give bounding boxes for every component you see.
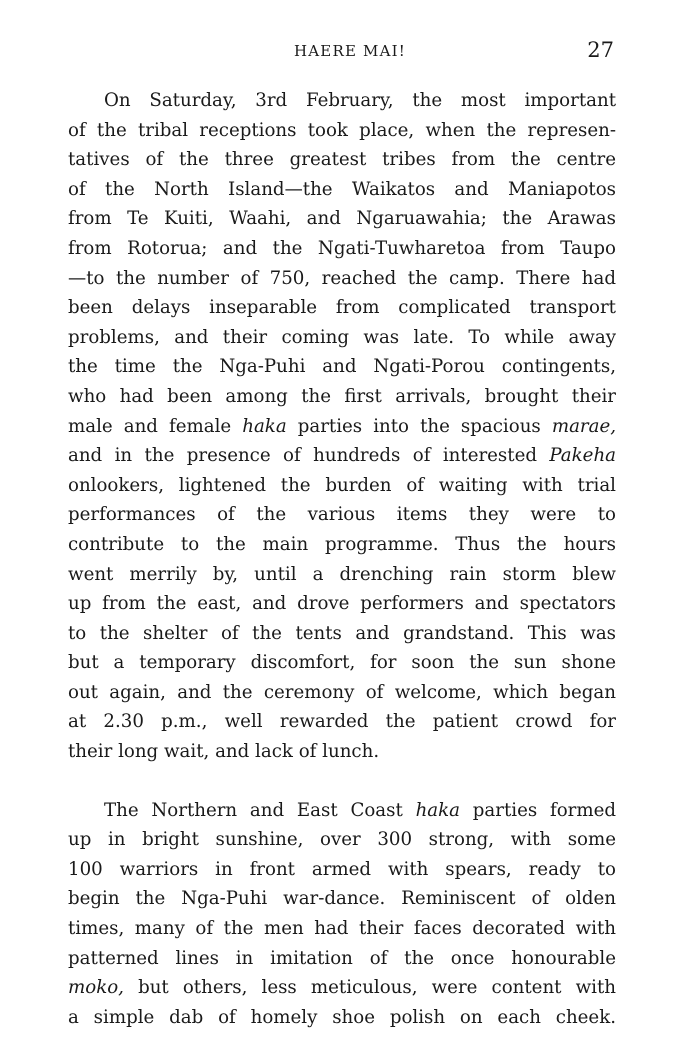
text-line: a simple dab of homely shoe polish on each cheek. <box>68 1006 616 1028</box>
text-line: 100 warriors in front armed with spears, ready to <box>68 858 616 880</box>
paragraph-1 <box>68 86 616 767</box>
text-line: been delays inseparable from complicated transport <box>68 297 616 319</box>
text-line: to the shelter of the tents and grandstand. This was <box>68 622 616 644</box>
text-line: and in the presence of hundreds of interested Pakeha <box>68 445 616 467</box>
text-line: tatives of the three greatest tribes from the centre <box>68 149 616 171</box>
text-line: up from the east, and drove performers and spectators <box>68 593 616 615</box>
running-header <box>0 38 700 66</box>
text-line: who had been among the first arrivals, brought their <box>68 385 616 407</box>
text-line: —to the number of 750, reached the camp. There had <box>68 267 616 289</box>
text-line: contribute to the main programme. Thus the hours <box>68 533 616 555</box>
text-line: at 2.30 p.m., well rewarded the patient crowd for <box>68 711 616 733</box>
text-line: up in bright sunshine, over 300 strong, with some <box>68 829 616 851</box>
text-line: The Northern and East Coast haka parties formed <box>104 799 616 821</box>
text-line: of the North Island—the Waikatos and Maniapotos <box>68 178 616 200</box>
text-line: On Saturday, 3rd February, the most important <box>104 90 616 111</box>
text-line: onlookers, lightened the burden of waiting with trial <box>68 474 616 496</box>
text-line: out again, and the ceremony of welcome, which began <box>68 681 616 703</box>
text-line: begin the Nga-Puhi war-dance. Reminiscent of olden <box>68 888 616 910</box>
text-line: male and female haka parties into the spacious marae, <box>68 415 616 437</box>
page-number: 27 <box>587 38 614 62</box>
text-line: problems, and their coming was late. To while away <box>68 326 616 348</box>
body-text <box>68 86 616 1032</box>
text-line: moko, but others, less meticulous, were content with <box>68 977 616 999</box>
text-line: went merrily by, until a drenching rain storm blew <box>68 563 616 585</box>
text-line: patterned lines in imitation of the once honourable <box>68 947 616 969</box>
text-line: but a temporary discomfort, for soon the sun shone <box>68 652 616 674</box>
text-line: the time the Nga-Puhi and Ngati-Porou contingents, <box>68 356 616 378</box>
running-title: HAERE MAI! <box>293 42 407 60</box>
text-line: times, many of the men had their faces decorated with <box>68 918 616 940</box>
paragraph-2 <box>68 796 616 1033</box>
text-line: their long wait, and lack of lunch. <box>68 741 380 763</box>
text-line: from Te Kuiti, Waahi, and Ngaruawahia; the Arawas <box>68 208 616 230</box>
text-line: performances of the various items they were to <box>68 504 616 526</box>
text-line: of the tribal receptions took place, when the represen- <box>68 119 616 141</box>
text-line: from Rotorua; and the Ngati-Tuwharetoa from Taupo <box>68 237 616 259</box>
